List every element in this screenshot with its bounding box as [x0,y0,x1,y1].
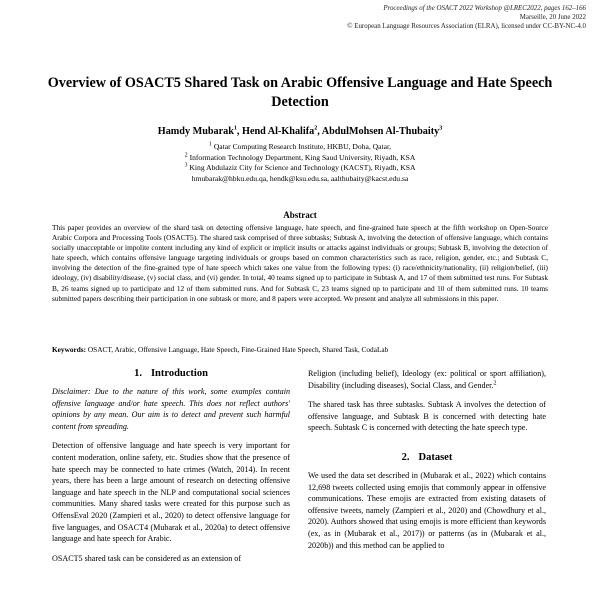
proceedings-venue: Proceedings of the OSACT 2022 Workshop @LREC2022, pages 162–166 [383,5,586,12]
proceedings-header [256,4,586,31]
keywords-line [52,345,548,354]
author-affil-mark: 1 [233,125,237,132]
author-name: AbdulMohsen Al-Thubaity [321,126,440,137]
intro-continued-paragraph: Religion (including belief), Ideology (ex: political or sport affiliation), Disability (including diseases), Social Class, and Gender.$^2$ [308,369,546,390]
subtasks-paragraph: The shared task has three subtasks. Subtask A involves the detection of offensive language, and Subtask B is concerned with detecting hate speech. Subtask C is concerned with detecting the hate speech type. [308,400,546,433]
affiliation: $^2$ Information Technology Department, King Saud University, Riyadh, KSA [184,152,416,162]
author-emails: hmubarak@hbku.edu.qa, hendk@ksu.edu.sa, aalthubaity@kacst.edu.sa [191,173,409,183]
left-column [52,368,290,572]
proceedings-license: © European Language Resources Association (ELRA), licensed under CC-BY-NC-4.0 [347,23,586,30]
paper-title: Overview of OSACT5 Shared Task on Arabic Offensive Language and Hate Speech Detection [47,75,553,110]
author-name: Hamdy Mubarak [157,126,234,137]
intro-paragraph: OSACT5 shared task can be considered as an extension of [52,553,242,563]
section-heading-introduction: 1. Introduction [134,368,208,379]
proceedings-location-date: Marseille, 20 June 2022 [519,14,586,21]
affiliation: $^1$ Qatar Computing Research Institute, HKBU, Doha, Qatar, [208,141,392,151]
affiliations [40,142,560,184]
disclaimer-paragraph: Disclaimer: Due to the nature of this work, some examples contain offensive language and/or hate speech. This does not reflect authors' opinions by any mean. Our aim is to detect and prevent such harmful content from spreading. [52,387,290,431]
abstract-text: This paper provides an overview of the shard task on detecting offensive language, hate speech, and fine-grained hate speech at the fifth workshop on Open-Source Arabic Corpora and Processing Tools (OSACT5). The shared task comprised of three subtasks; Subtask A, involving the detection of offensive language, which contains socially unacceptable or impolite content including any kind of explicit or implicit insults or attacks against individuals or groups; Subtask B, involving the detection of hate speech, which contains offensive language targeting individuals or groups based on common characteristics such as race, religion, gender, etc.; and Subtask C, involving the detection of the fine-grained type of hate speech which takes one value from the following types: (i) race/ethnicity/nationality, (ii) religion/belief, (iii) ideology, (iv) disability/disease, (v) social class, and (vi) gender. In total, 40 teams signed up to participate in Subtask A, and 17 of them submitted test runs. For Subtask B, 26 teams signed up to participate and 12 of them submitted runs. And for Subtask C, 23 teams signed up to participate and 10 of them submitted runs. 10 teams submitted papers describing their participation in one subtask or more, and 8 papers were accepted. We present and analyze all submissions in this paper. [52,223,548,303]
footnote-mark: 2 [493,379,497,386]
author-affil-mark: 2 [314,125,318,132]
author-list: Hamdy Mubarak$^1$, Hend Al-Khalifa$^2$, AbdulMohsen Al-Thubaity$^3$ [157,125,443,137]
intro-paragraph: Detection of offensive language and hate speech is very important for content moderation, online safety, etc. Studies show that the presence of hate speech may be connected to hate crimes (Watch, 2014). In recent years, there has been a large amount of research on detecting offensive language and hate speech in the NLP and computational social sciences communities. Many shared tasks were created for this purpose such as OffensEval 2020 (Zampieri et al., 2020) to detect offensive language for five languages, and OSACT4 (Mubarak et al., 2020a) to detect offensive language and hate speech for Arabic. [52,441,290,544]
keywords-label: Keywords: [52,345,87,354]
affiliation: $^3$ King Abdulaziz City for Science and Technology (KACST), Riyadh, KSA [184,162,416,173]
author-name: Hend Al-Khalifa [242,126,315,137]
section-heading-dataset: 2. Dataset [401,451,453,463]
right-column [308,368,546,559]
abstract-heading: Abstract [283,210,317,220]
dataset-paragraph: We used the data set described in (Mubarak et al., 2022) which contains 12,698 tweets collected using emojis that commonly appear in offensive communications. These emojis are extracted from existing datasets of offensive tweets, namely (Zampieri et al., 2020) and (Chowdhury et al., 2020). Authors showed that using emojis is more efficient than keywords (ex, as in (Mubarak et al., 2017)) or patterns (as in (Mubarak et al., 2020b)) and this method can be applied to [308,470,546,550]
author-affil-mark: 3 [439,125,443,132]
keywords-text: OSACT, Arabic, Offensive Language, Hate Speech, Fine-Grained Hate Speech, Shared Task, CodaLab [87,345,389,354]
